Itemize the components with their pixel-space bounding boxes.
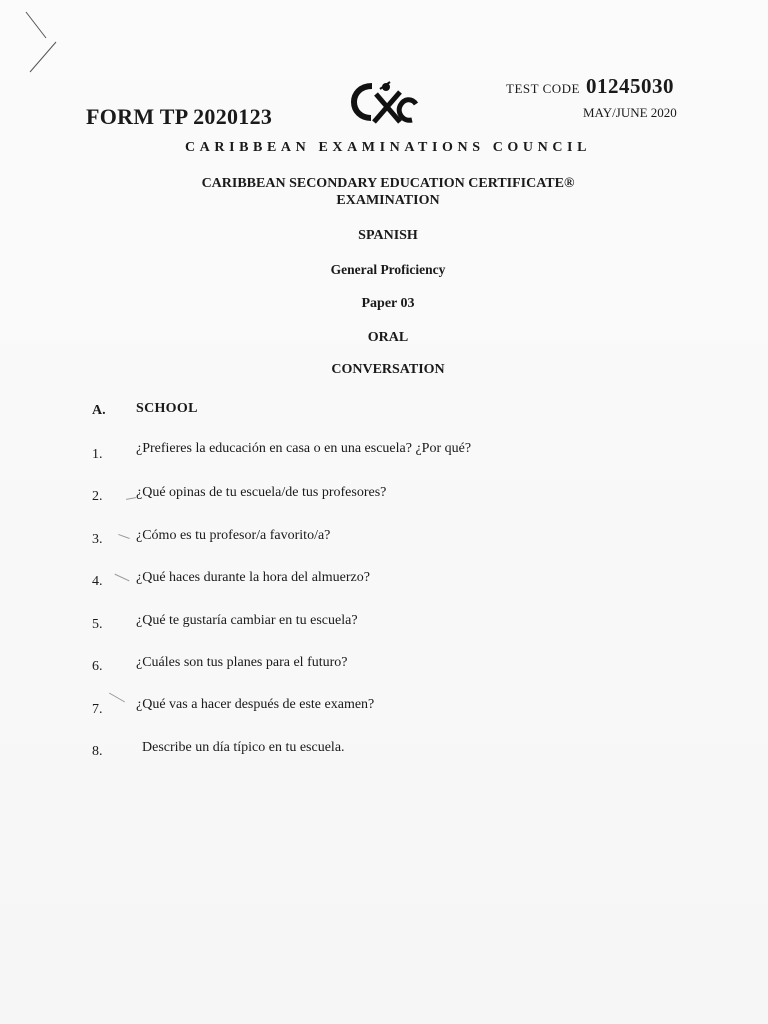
question-text: ¿Cuáles son tus planes para el futuro? <box>136 655 348 670</box>
section-title: SCHOOL <box>136 401 198 416</box>
pen-stroke-mark <box>6 10 66 80</box>
question-number: 1. <box>92 447 103 462</box>
paper-number: Paper 03 <box>361 296 415 311</box>
question-number: 7. <box>92 702 103 717</box>
pencil-tick-mark <box>115 574 130 582</box>
section-letter: A. <box>92 403 106 418</box>
question-text: ¿Qué opinas de tu escuela/de tus profesores? <box>136 485 387 500</box>
question-number: 6. <box>92 659 103 674</box>
question-number: 2. <box>92 489 103 504</box>
pencil-tick-mark <box>126 497 136 500</box>
question-text: ¿Qué vas a hacer después de este examen? <box>136 697 375 712</box>
test-code-label: TEST CODE <box>506 81 580 96</box>
form-code: FORM TP 2020123 <box>86 104 273 129</box>
component: ORAL <box>367 330 409 345</box>
question-text: ¿Qué haces durante la hora del almuerzo? <box>136 570 370 585</box>
pencil-tick-mark <box>118 534 130 539</box>
question-text: ¿Qué te gustaría cambiar en tu escuela? <box>136 613 358 628</box>
question-number: 5. <box>92 617 103 632</box>
component-part: CONVERSATION <box>331 362 445 377</box>
council-name: CARIBBEAN EXAMINATIONS COUNCIL <box>184 140 592 155</box>
cxc-logo <box>350 78 422 128</box>
exam-title-line-1: CARIBBEAN SECONDARY EDUCATION CERTIFICATE® <box>201 176 575 191</box>
exam-title-line-2: EXAMINATION <box>336 193 440 208</box>
subject: SPANISH <box>358 228 418 243</box>
question-number: 3. <box>92 532 103 547</box>
test-code <box>506 74 674 99</box>
pencil-tick-mark <box>109 693 125 703</box>
proficiency-level: General Proficiency <box>330 262 446 277</box>
question-text: ¿Cómo es tu profesor/a favorito/a? <box>136 528 331 543</box>
question-text: ¿Prefieres la educación en casa o en una escuela? ¿Por qué? <box>136 441 472 456</box>
test-code-number: 01245030 <box>585 74 674 98</box>
exam-session: MAY/JUNE 2020 <box>583 105 677 120</box>
question-text: Describe un día típico en tu escuela. <box>142 740 345 755</box>
question-number: 8. <box>92 744 103 759</box>
exam-title <box>0 175 768 209</box>
question-number: 4. <box>92 574 103 589</box>
